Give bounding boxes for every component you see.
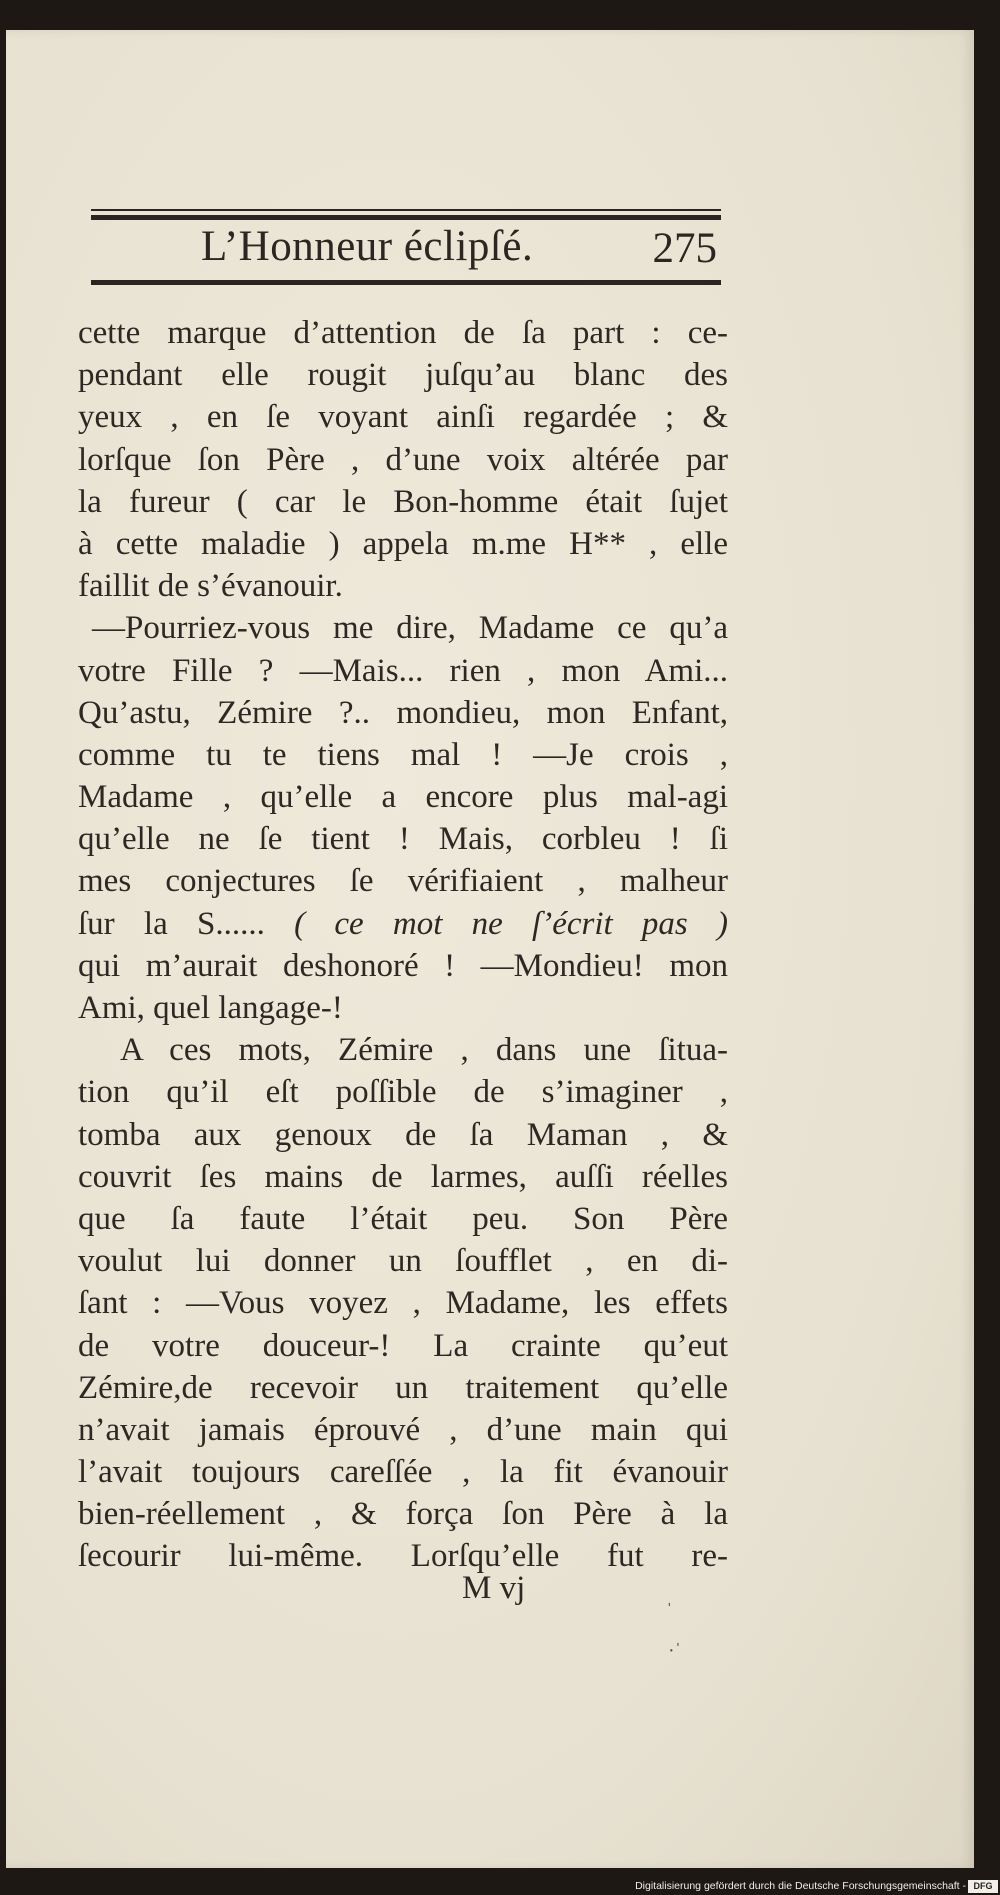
text-line: bien-réellement , & força ſon Père à la <box>78 1496 728 1533</box>
text-line: couvrit ſes mains de larmes, auſſi réelles <box>78 1158 728 1195</box>
text-line: Qu’astu, Zémire ?.. mondieu, mon Enfant, <box>78 694 728 731</box>
text-line: —Pourriez-vous me dire, Madame ce qu’a <box>92 610 728 647</box>
italic-aside: ( ce mot ne ſ’écrit pas ) <box>294 905 728 942</box>
body-text <box>78 312 728 1578</box>
text-line: qu’elle ne ſe tient ! Mais, corbleu ! ſi <box>78 821 728 858</box>
page-number: 275 <box>652 225 717 272</box>
text-line: ſecourir lui-même. Lorſqu’elle fut re- <box>78 1538 728 1575</box>
running-head <box>91 220 721 278</box>
signature-mark: M vj <box>462 1570 526 1606</box>
book-page <box>6 30 974 1868</box>
text-line: yeux , en ſe voyant ainſi regardée ; & <box>78 399 728 436</box>
text-line: A ces mots, Zémire , dans une ſitua- <box>120 1032 728 1069</box>
text-line: n’avait jamais éprouvé , d’une main qui <box>78 1411 728 1448</box>
text-line: Ami, quel langage-! <box>78 990 343 1026</box>
dfg-logo: DFG <box>968 1880 998 1893</box>
header-thin-rule <box>91 209 721 211</box>
text-line: Madame , qu’elle a encore plus mal-agi <box>78 779 728 816</box>
text-line: tomba aux genoux de ſa Maman , & <box>78 1116 728 1153</box>
text-line: la fureur ( car le Bon-homme était ſujet <box>78 483 728 520</box>
text-segment: ſur la S...... <box>78 905 295 942</box>
text-line: qui m’aurait deshonoré ! —Mondieu! mon <box>78 947 728 984</box>
text-line: tion qu’il eſt poſſible de s’imaginer , <box>78 1074 728 1111</box>
text-line: voulut lui donner un ſoufflet , en di- <box>78 1243 728 1280</box>
text-line: comme tu te tiens mal ! —Je crois , <box>78 736 728 773</box>
ink-speck-mark: ˈ <box>666 1600 673 1622</box>
text-line: lorſque ſon Père , d’une voix altérée par <box>78 441 728 478</box>
text-line: de votre douceur-! La crainte qu’eut <box>78 1327 728 1364</box>
text-line: l’avait toujours careſſée , la fit évanouir <box>78 1454 728 1491</box>
text-line: à cette maladie ) appela m.me H** , elle <box>78 525 728 562</box>
ink-speck-mark: ·ˈ <box>668 1640 682 1662</box>
text-line: mes conjectures ſe vérifiaient , malheur <box>78 863 728 900</box>
digitization-credit: Digitalisierung gefördert durch die Deutsche Forschungsgemeinschaft - <box>635 1880 966 1892</box>
text-line: votre Fille ? —Mais... rien , mon Ami... <box>78 652 728 689</box>
text-line: pendant elle rougit juſqu’au blanc des <box>78 357 728 394</box>
text-line: que ſa faute l’était peu. Son Père <box>78 1200 728 1237</box>
text-line: Zémire,de recevoir un traitement qu’elle <box>78 1369 728 1406</box>
text-line: faillit de s’évanouir. <box>78 568 343 605</box>
text-line: cette marque d’attention de ſa part : ce- <box>78 315 728 351</box>
text-line-with-aside <box>78 903 728 945</box>
header-bottom-rule <box>91 280 721 285</box>
text-line: ſant : —Vous voyez , Madame, les effets <box>78 1285 728 1322</box>
running-title: L’Honneur éclipſé. <box>201 223 534 270</box>
